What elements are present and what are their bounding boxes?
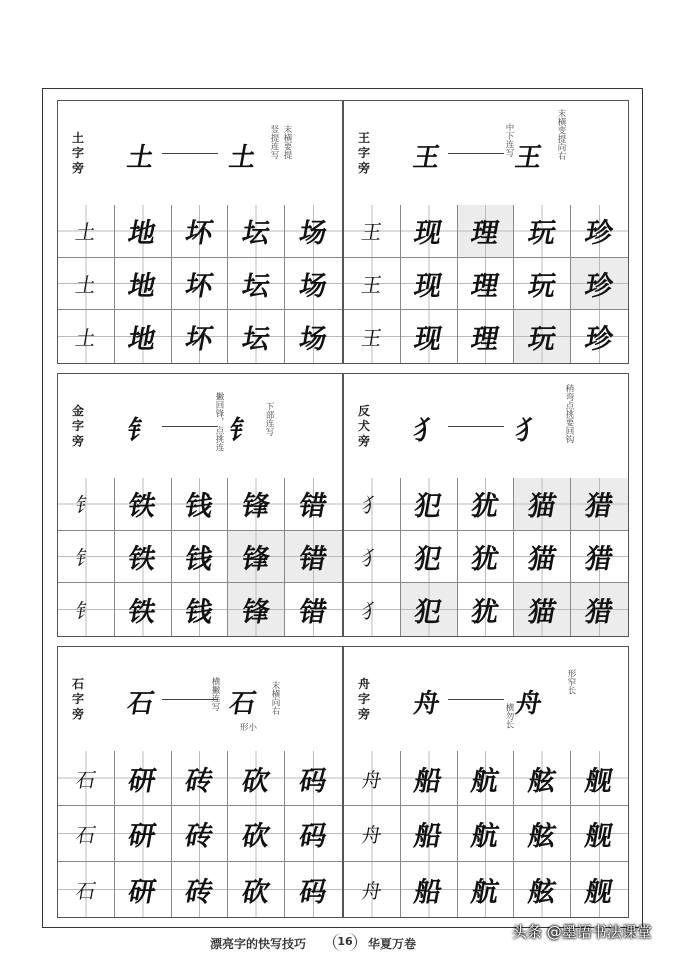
grid-cell: 舟: [344, 751, 401, 806]
radical-glyph-cursive: 土: [226, 143, 259, 173]
grid-cell: 理: [458, 205, 515, 258]
grid-cell: 猎: [571, 531, 628, 584]
panel-zhou-radical: [343, 646, 629, 918]
page-number: 16: [333, 933, 357, 951]
grid-cell: 钱: [172, 583, 229, 636]
grid-cell: 砍: [228, 751, 285, 806]
grid-cell: 钱: [172, 478, 229, 531]
grid-cell: 犭: [344, 478, 401, 531]
grid-cell: 锋: [228, 478, 285, 531]
panel-header: [344, 101, 628, 205]
grid-cell: 砍: [228, 806, 285, 861]
grid-cell: 航: [458, 862, 515, 917]
grid-cell: 地: [115, 258, 172, 311]
panel-header: [344, 374, 628, 478]
radical-glyph-standard: 王: [410, 143, 443, 173]
grid-cell: 坏: [172, 205, 229, 258]
grid-cell: 地: [115, 310, 172, 363]
grid-cell: 玩: [514, 205, 571, 258]
grid-cell: 码: [285, 862, 342, 917]
grid-cell: 犯: [401, 531, 458, 584]
grid-cell: 犭: [344, 531, 401, 584]
grid-cell: 舰: [571, 806, 628, 861]
grid-cell: 航: [458, 751, 515, 806]
grid-cell: 犯: [401, 583, 458, 636]
grid-cell: 王: [344, 258, 401, 311]
grid-cell: 错: [285, 478, 342, 531]
radical-glyph-standard: 舟: [410, 689, 443, 719]
grid-cell: 锋: [228, 531, 285, 584]
practice-grid: [344, 205, 628, 363]
transform-arrow: [448, 699, 504, 700]
radical-glyph-standard: 钅: [124, 416, 157, 446]
grid-cell: 钅: [58, 583, 115, 636]
grid-cell: 码: [285, 806, 342, 861]
radical-glyph-cursive: 舟: [512, 689, 545, 719]
grid-cell: 砍: [228, 862, 285, 917]
stroke-note: 形小: [240, 723, 258, 733]
grid-cell: 场: [285, 310, 342, 363]
grid-cell: 锋: [228, 583, 285, 636]
grid-cell: 坏: [172, 310, 229, 363]
grid-cell: 船: [401, 751, 458, 806]
grid-cell: 现: [401, 205, 458, 258]
grid-cell: 研: [115, 862, 172, 917]
radical-glyph-cursive: 石: [226, 689, 259, 719]
grid-cell: 地: [115, 205, 172, 258]
stroke-note: 横勿长: [504, 703, 514, 729]
radical-glyph-cursive: 王: [512, 143, 545, 173]
grid-cell: 土: [58, 258, 115, 311]
grid-cell: 场: [285, 205, 342, 258]
stroke-note: 撇回锋，点挑连: [214, 392, 224, 452]
grid-cell: 舷: [514, 862, 571, 917]
radical-label: 土字旁: [72, 131, 85, 175]
stroke-note: 中下连写: [504, 123, 514, 157]
practice-grid: [344, 478, 628, 636]
grid-cell: 研: [115, 751, 172, 806]
grid-cell: 王: [344, 205, 401, 258]
grid-cell: 舷: [514, 751, 571, 806]
grid-cell: 错: [285, 531, 342, 584]
grid-cell: 现: [401, 310, 458, 363]
grid-cell: 舟: [344, 862, 401, 917]
transform-arrow: [448, 153, 504, 154]
grid-cell: 舰: [571, 862, 628, 917]
grid-cell: 舷: [514, 806, 571, 861]
radical-label: 王字旁: [358, 131, 371, 175]
grid-cell: 土: [58, 205, 115, 258]
grid-cell: 错: [285, 583, 342, 636]
grid-cell: 砖: [172, 862, 229, 917]
transform-arrow: [162, 153, 218, 154]
grid-cell: 坛: [228, 310, 285, 363]
stroke-note: 竖提连写: [269, 125, 279, 159]
grid-cell: 王: [344, 310, 401, 363]
radical-glyph-cursive: 犭: [512, 416, 545, 446]
practice-grid: [58, 205, 342, 363]
radical-label: 金字旁: [72, 404, 85, 448]
grid-cell: 坏: [172, 258, 229, 311]
stroke-note: 形窄长: [566, 669, 576, 695]
grid-cell: 钅: [58, 478, 115, 531]
radical-glyph-cursive: 钅: [226, 416, 259, 446]
grid-cell: 砖: [172, 806, 229, 861]
radical-glyph-standard: 土: [124, 143, 157, 173]
grid-cell: 石: [58, 862, 115, 917]
panel-tu-radical: [57, 100, 343, 364]
grid-cell: 猫: [514, 583, 571, 636]
grid-cell: 犯: [401, 478, 458, 531]
stroke-note: 稍弯点挑要回钩: [564, 384, 574, 444]
grid-cell: 猎: [571, 583, 628, 636]
grid-cell: 犹: [458, 478, 515, 531]
grid-cell: 铁: [115, 478, 172, 531]
grid-cell: 猫: [514, 478, 571, 531]
practice-grid: [58, 478, 342, 636]
grid-cell: 船: [401, 862, 458, 917]
book-title: 漂亮字的快写技巧: [210, 937, 307, 951]
transform-arrow: [448, 426, 504, 427]
stroke-note: 横撇连写: [210, 677, 220, 711]
grid-cell: 船: [401, 806, 458, 861]
stroke-note: 末横向右: [270, 681, 280, 715]
radical-glyph-standard: 犭: [410, 416, 443, 446]
grid-cell: 理: [458, 258, 515, 311]
panel-shi-radical: [57, 646, 343, 918]
radical-glyph-standard: 石: [124, 689, 157, 719]
grid-cell: 研: [115, 806, 172, 861]
stroke-note: 末横变提向右: [556, 109, 566, 160]
watermark: 头条 @墨语书法课堂: [512, 923, 652, 941]
grid-cell: 珍: [571, 258, 628, 311]
practice-grid: [344, 751, 628, 917]
panel-header: [58, 101, 342, 205]
grid-cell: 石: [58, 751, 115, 806]
grid-cell: 钅: [58, 531, 115, 584]
grid-cell: 钱: [172, 531, 229, 584]
panel-fanquan-radical: [343, 373, 629, 637]
grid-cell: 猫: [514, 531, 571, 584]
grid-cell: 珍: [571, 310, 628, 363]
grid-cell: 砖: [172, 751, 229, 806]
radical-label: 舟字旁: [358, 677, 371, 721]
grid-cell: 航: [458, 806, 515, 861]
grid-cell: 铁: [115, 531, 172, 584]
panel-header: [58, 647, 342, 751]
transform-arrow: [162, 426, 218, 427]
radical-label: 石字旁: [72, 677, 85, 721]
grid-cell: 铁: [115, 583, 172, 636]
panel-wang-radical: [343, 100, 629, 364]
grid-cell: 犭: [344, 583, 401, 636]
grid-cell: 犹: [458, 531, 515, 584]
grid-cell: 理: [458, 310, 515, 363]
stroke-note: 末横要提: [282, 125, 292, 159]
grid-cell: 现: [401, 258, 458, 311]
stroke-note: 下部连写: [264, 402, 274, 436]
grid-cell: 珍: [571, 205, 628, 258]
grid-cell: 场: [285, 258, 342, 311]
grid-cell: 坛: [228, 258, 285, 311]
panel-header: [58, 374, 342, 478]
grid-cell: 玩: [514, 310, 571, 363]
grid-cell: 土: [58, 310, 115, 363]
practice-grid: [58, 751, 342, 917]
panel-jin-radical: [57, 373, 343, 637]
grid-cell: 码: [285, 751, 342, 806]
radical-label: 反犬旁: [358, 404, 371, 448]
grid-cell: 坛: [228, 205, 285, 258]
grid-cell: 猎: [571, 478, 628, 531]
grid-cell: 舟: [344, 806, 401, 861]
grid-cell: 犹: [458, 583, 515, 636]
publisher-name: 华夏万卷: [368, 937, 417, 951]
grid-cell: 玩: [514, 258, 571, 311]
grid-cell: 舰: [571, 751, 628, 806]
panel-header: [344, 647, 628, 751]
grid-cell: 石: [58, 806, 115, 861]
